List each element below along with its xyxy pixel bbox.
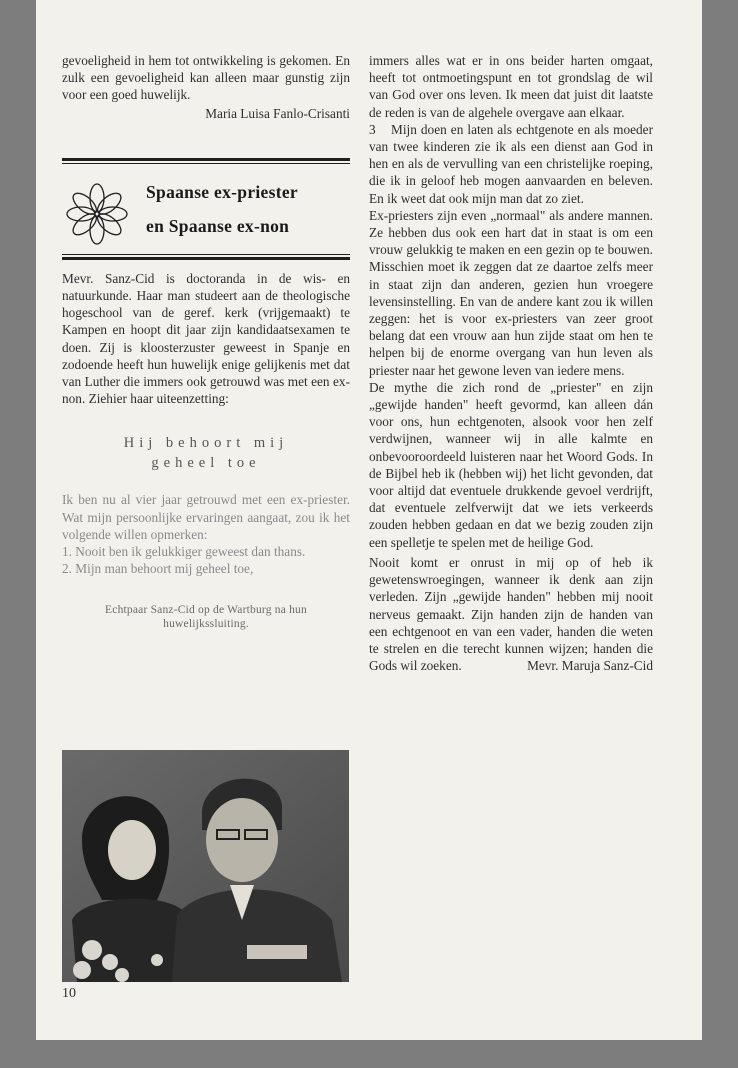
para-5-text: Nooit komt er onrust in mij op of heb ik gewetenswroegingen, wanneer ik denk aan zijn verleden. Zijn „gewijde handen" hebben mij nooit nerveus gemaakt. Zijn handen zijn de handen van een echtgenoot en van een vader, handen die weten te strelen en die terecht kunnen wijzen; handen die Gods wil zoeken. xyxy=(369,554,653,674)
para-2-text: Mijn doen en laten als echtgenote en als moeder van twee kinderen zie ik als een dienst aan God in hen en als de vervulling van een christelijke roeping, die ik in geloof heb mogen aanvaarden en beleven. En ik weet dat ook mijn man dat zo ziet. xyxy=(369,121,653,206)
body-paragraph: Ik ben nu al vier jaar getrouwd met een ex-priester. Wat mijn persoonlijke ervaringen aangaat, zou ik het volgende willen opmerken: xyxy=(62,492,350,542)
right-para-3: Ex-priesters zijn even „normaal" als andere mannen. Ze hebben dus ook een hart dat in staat is om een vrouw gelukkig te maken en een gezin op te bouwen. Misschien moet ik zeggen dat ze daartoe zelfs meer in staat zijn dan anderen, gezien hun vroegere levensinstelling. En van de andere kant zou ik willen zeggen: het is voor ex-priesters van zeer groot belang dat een vrouw aan hun zijde staat om hen te helpen bij de enorme overgang van hun leven als priester naar het gewone leven van iedere mens. xyxy=(369,207,653,378)
flower-ornament-icon xyxy=(62,183,132,245)
subheading xyxy=(62,433,350,473)
heading-rule-top xyxy=(62,158,350,161)
heading-line-1: Spaanse ex-priester xyxy=(146,181,298,202)
point-2: 2. Mijn man behoort mij geheel toe, xyxy=(62,561,254,577)
intro-signature: Maria Luisa Fanlo-Crisanti xyxy=(205,105,350,121)
heading-line-2: en Spaanse ex-non xyxy=(146,215,290,236)
article-heading xyxy=(62,174,350,254)
right-para-5 xyxy=(369,554,653,674)
right-para-2 xyxy=(369,121,653,207)
intro-paragraph: Mevr. Sanz-Cid is doctoranda in de wis- en natuurkunde. Haar man studeert aan de theologische hogeschool van de geref. kerk (vrijgemaakt) te Kampen en hoopt dit jaar zijn kandidaatsexamen te doen. Zij is kloosterzuster geweest in Spanje en zodoende heeft hun huwelijk enige gelijkenis met dat van Luther die immers ook getrouwd was met een ex-non. Ziehier haar uiteenzetting: xyxy=(62,270,350,407)
right-column xyxy=(369,52,653,674)
heading-rule-top-thin xyxy=(62,163,350,164)
photo-caption: Echtpaar Sanz-Cid op de Wartburg na hun huwelijkssluiting. xyxy=(105,604,307,631)
para-2-number: 3 xyxy=(369,121,376,137)
heading-rule-bottom-thin xyxy=(62,254,350,255)
right-para-4: De mythe die zich rond de „priester" en zijn „gewijde handen" heeft gevormd, kan alleen dán voor ons, hun echtgenoten, alsook voor hen zelf verdwijnen, wanneer wij in alle kalmte en onbevooroordeeld luisteren naar het Woord Gods. In de Bijbel heb ik (hebben wij) het licht gevonden, dat voor altijd dat eventuele drukkende gevoel verdrijft, dat eventuele zelfverwijt dat we iets verkeerds zouden hebben gedaan en dat we bezig zouden zijn een spelletje te spelen met de heilige God. xyxy=(369,379,653,550)
left-column xyxy=(62,52,350,631)
point-1: 1. Nooit ben ik gelukkiger geweest dan thans. xyxy=(62,544,306,560)
subheading-line-1: Hij behoort mij xyxy=(123,435,289,452)
subheading-line-2: geheel toe xyxy=(151,455,261,472)
page-number: 10 xyxy=(62,986,76,1001)
closing-signature: Mevr. Maruja Sanz-Cid xyxy=(527,658,653,674)
couple-photo xyxy=(62,750,349,982)
right-para-1: immers alles wat er in ons beider harten omgaat, heeft tot ontmoetingspunt en tot grondslag de wil van God over ons leven. Ik meen dat juist dit laatste de reden is van de algehele overgave aan elkaar. xyxy=(369,53,653,120)
intro-text: gevoeligheid in hem tot ontwikkeling is gekomen. En zulk een gevoeligheid kan alleen maar gunstig zijn voor een goed huwelijk. xyxy=(62,53,350,103)
couple-photo-image xyxy=(62,750,349,982)
